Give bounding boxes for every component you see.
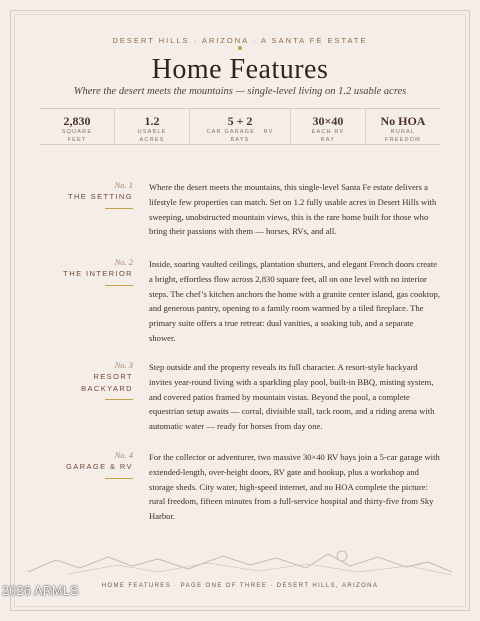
page-footer: HOME FEATURES · PAGE ONE OF THREE · DESERT HILLS, ARIZONA [101, 583, 379, 589]
stats-bar [40, 108, 440, 145]
stat-value: 30×40 [312, 114, 344, 128]
stat-garage [190, 109, 291, 144]
eyebrow-location: DESERT HILLS · ARIZONA · A SANTA FE ESTATE [112, 36, 368, 45]
page-subtitle: Where the desert meets the mountains — single-level living on 1.2 usable acres [73, 86, 407, 97]
stat-label: BAYS [230, 136, 250, 143]
copyright-watermark: 2026 ARMLS [2, 584, 79, 598]
stat-value: 1.2 [144, 114, 160, 128]
section-body: Where the desert meets the mountains, this single-level Santa Fe estate delivers a lifestyle few properties can match. Set on 1.2 fully usable acres in Desert Hills with sweeping, unobstructed mountain views, this is the rare home built for those who bring their passions with them — horses, RVs, and all. [149, 182, 437, 237]
stat-value: 2,830 [63, 114, 91, 128]
stat-rv-bay [291, 109, 366, 144]
gold-rule [105, 285, 133, 286]
section-number: No. 3 [114, 360, 133, 370]
section-name: RESORT [93, 372, 133, 381]
stat-value: No HOA [380, 114, 426, 128]
page-title: Home Features [151, 54, 329, 85]
stat-label: BAY [320, 136, 336, 143]
section-name: THE INTERIOR [63, 269, 133, 278]
section-name: THE SETTING [68, 192, 133, 201]
stat-value: 5 + 2 [227, 114, 253, 128]
gold-rule [105, 399, 133, 400]
section-number: No. 4 [114, 450, 133, 460]
gold-dot-ornament [238, 46, 242, 50]
gold-rule [105, 208, 133, 209]
section-heading [40, 450, 133, 479]
section-body: For the collector or adventurer, two massive 30×40 RV bays join a 5-car garage with extended-length, over-height doors, RV gate and hookup, plus a workshop and storage sheds. City water, high-speed internet, and no HOA complete the picture: rural freedom, fifteen minutes from a full-service hospital and thirty-five from Sky Harbor. [149, 452, 440, 522]
section-body: Step outside and the property reveals its full character. A resort-style backyard invites year-round living with a sparkling play pool, built-in BBQ, misting system, and covered patios framed by mountain vistas. Beyond the pool, a complete equestrian setup awaits — corral, divisible stall, tack room, and a riding arena with automatic water — ready for horses from day one. [149, 362, 435, 432]
stat-label: FREEDOM [385, 136, 421, 143]
mountain-line-illustration [28, 548, 452, 578]
stat-label: ACRES [139, 136, 165, 143]
section-name: BACKYARD [81, 383, 133, 393]
stat-hoa [366, 109, 440, 144]
section-heading [40, 257, 133, 286]
section-name: GARAGE & RV [66, 462, 133, 471]
stat-acres [115, 109, 190, 144]
section-number: No. 2 [114, 257, 133, 267]
section-heading [40, 180, 133, 209]
stat-label: USABLE [137, 129, 167, 135]
stat-label: SQUARE [61, 129, 93, 135]
gold-rule [105, 478, 133, 479]
stat-label: RURAL [390, 129, 416, 135]
section-number: No. 1 [114, 180, 133, 190]
stat-label: EACH RV [311, 129, 345, 135]
section-body: Inside, soaring vaulted ceilings, plantation shutters, and elegant French doors create a bright, effortless flow across 2,830 square feet, all on one level with no interior steps. The chef’s kitchen anchors the home with a granite center island, gas cooktop, and generous pantry, opening to a family room warmed by a tiled fireplace. The primary suite offers a true retreat: dual vanities, a soaking tub, and a separate shower. [149, 259, 440, 343]
stat-label: FEET [67, 136, 87, 143]
stat-square-feet [40, 109, 115, 144]
stat-label: CAR GARAGE · RV [206, 129, 274, 135]
section-heading [40, 360, 133, 400]
